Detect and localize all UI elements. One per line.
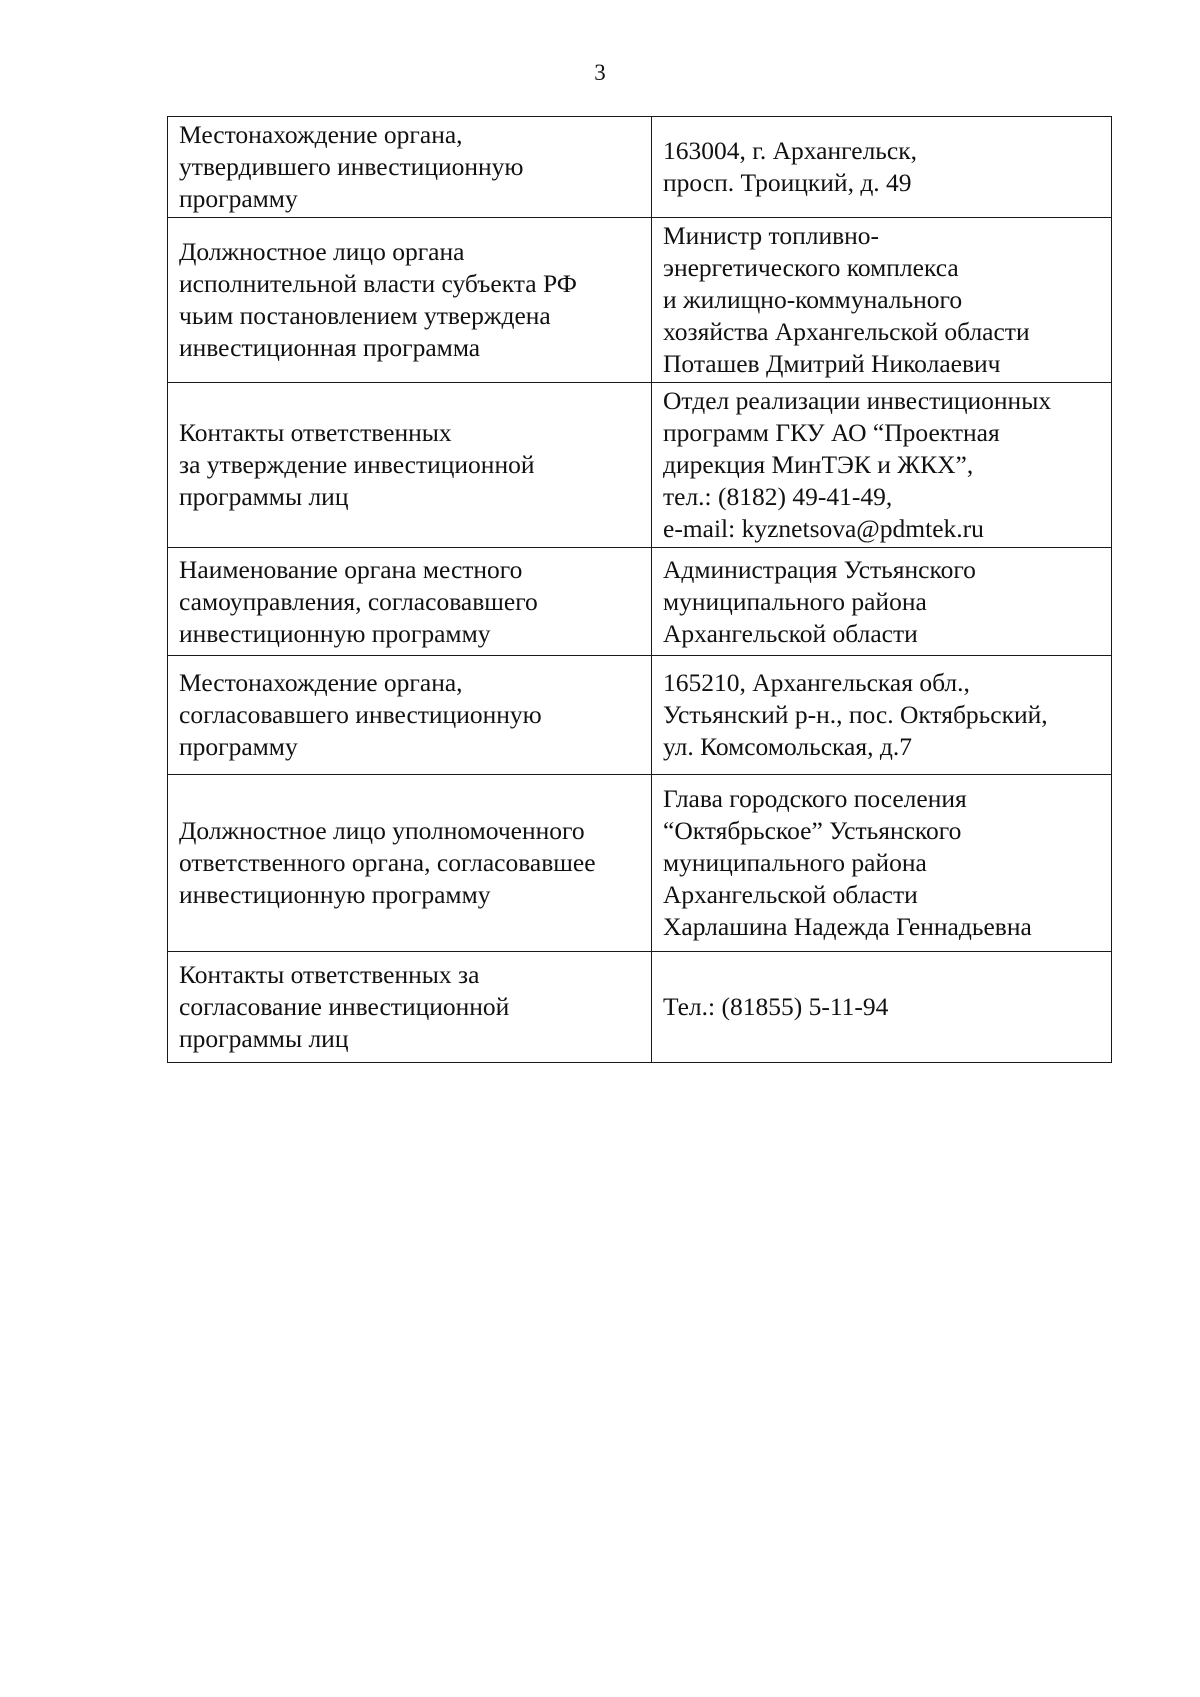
row-label: Контакты ответственных за утверждение инвестиционной программы лиц: [168, 383, 652, 548]
page-number: 3: [594, 60, 606, 85]
table-row: [168, 218, 1112, 383]
row-value: Министр топливно- энергетического комплекса и жилищно-коммунального хозяйства Архангельской области Поташев Дмитрий Николаевич: [652, 218, 1112, 383]
row-value: Тел.: (81855) 5-11-94: [652, 952, 1112, 1063]
row-label: Местонахождение органа, утвердившего инвестиционную программу: [168, 117, 652, 218]
table-row: [168, 656, 1112, 775]
investment-program-info-table: [167, 116, 1112, 1063]
row-label: Должностное лицо органа исполнительной власти субъекта РФ чьим постановлением утверждена инвестиционная программа: [168, 218, 652, 383]
row-value: 163004, г. Архангельск, просп. Троицкий, д. 49: [652, 117, 1112, 218]
row-label: Местонахождение органа, согласовавшего инвестиционную программу: [168, 656, 652, 775]
table-row: [168, 383, 1112, 548]
table-row: [168, 117, 1112, 218]
row-label: Должностное лицо уполномоченного ответственного органа, согласовавшее инвестиционную программу: [168, 775, 652, 952]
row-value: Администрация Устьянского муниципального района Архангельской области: [652, 548, 1112, 656]
row-label: Контакты ответственных за согласование инвестиционной программы лиц: [168, 952, 652, 1063]
row-value: Отдел реализации инвестиционных программ ГКУ АО “Проектная дирекция МинТЭК и ЖКХ”, тел.: (8182) 49-41-49, e-mail: kyznetsova@pdmtek.ru: [652, 383, 1112, 548]
row-value: Глава городского поселения “Октябрьское” Устьянского муниципального района Архангельской области Харлашина Надежда Геннадьевна: [652, 775, 1112, 952]
table-row: [168, 548, 1112, 656]
row-label: Наименование органа местного самоуправления, согласовавшего инвестиционную программу: [168, 548, 652, 656]
table-row: [168, 775, 1112, 952]
table-row: [168, 952, 1112, 1063]
row-value: 165210, Архангельская обл., Устьянский р-н., пос. Октябрьский, ул. Комсомольская, д.7: [652, 656, 1112, 775]
